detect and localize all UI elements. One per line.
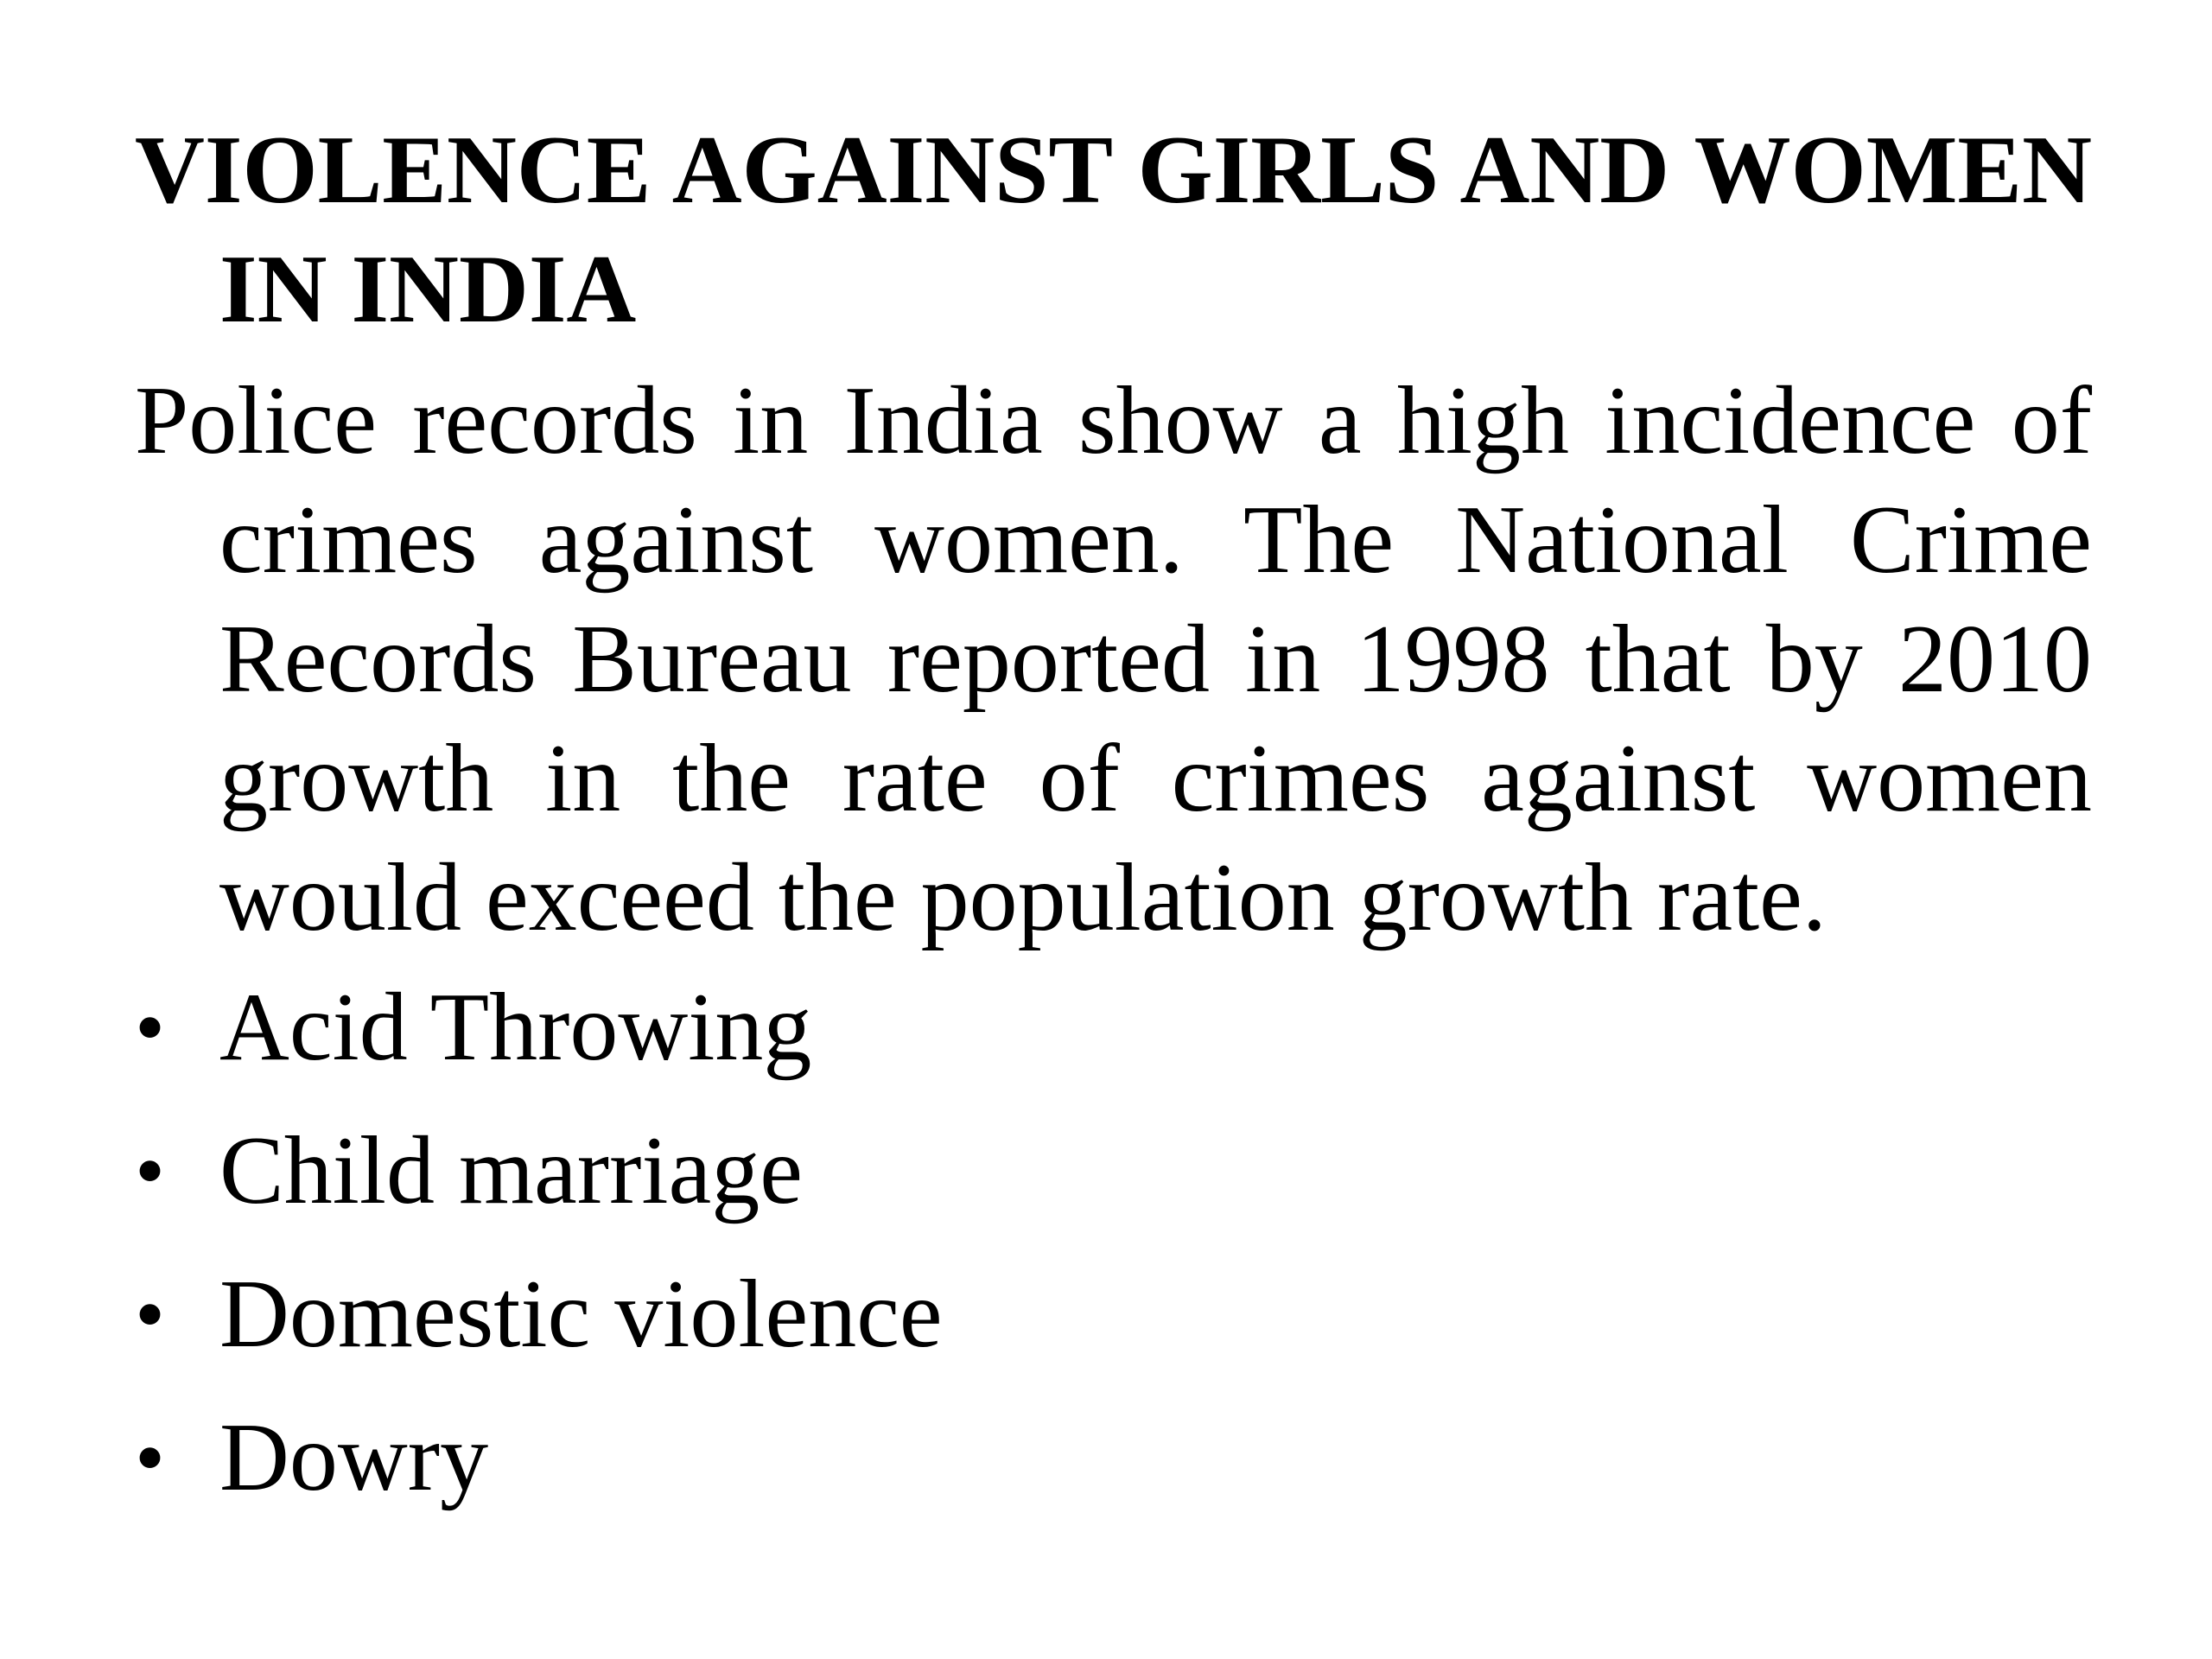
list-item [135, 1111, 2092, 1230]
bullet-icon: • [135, 1122, 166, 1218]
list-item [135, 1398, 2092, 1517]
bullet-icon: • [135, 1266, 166, 1362]
list-item [135, 968, 2092, 1087]
bullet-list [135, 968, 2092, 1517]
bullet-icon: • [135, 1409, 166, 1505]
bullet-text: Dowry [219, 1404, 489, 1511]
slide-content [135, 111, 2092, 1541]
list-item [135, 1255, 2092, 1374]
bullet-icon: • [135, 979, 166, 1075]
bullet-text: Child marriage [219, 1117, 803, 1224]
slide-title: VIOLENCE AGAINST GIRLS AND WOMEN IN INDIA [135, 117, 2092, 343]
intro-paragraph: Police records in India show a high incidence of crimes against women. The National Crime Records Bureau reported in 1998 that by 2010 growth in the rate of crimes against women would exceed the population growth rate. [135, 367, 2092, 951]
bullet-text: Acid Throwing [219, 974, 812, 1081]
bullet-text: Domestic violence [219, 1261, 943, 1368]
